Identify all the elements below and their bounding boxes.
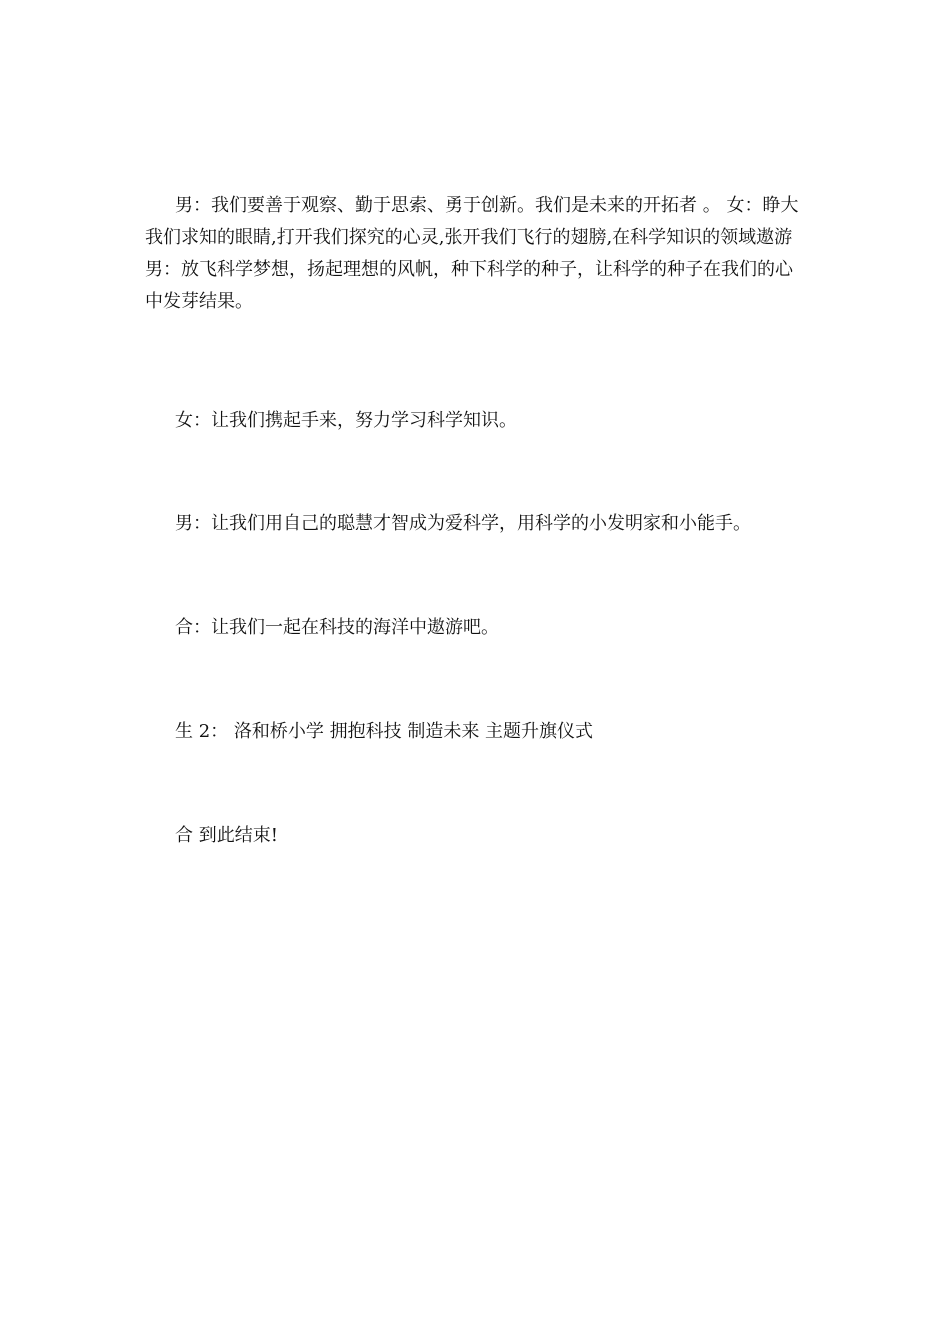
paragraph-together-line: 合：让我们一起在科技的海洋中遨游吧。 bbox=[175, 617, 499, 638]
paragraph-ceremony-title: 生 2： 洛和桥小学 拥抱科技 制造未来 主题升旗仪式 bbox=[175, 721, 594, 742]
paragraph-ending: 合 到此结束! bbox=[175, 825, 278, 846]
paragraph-closing-dialogue: 男：我们要善于观察、勤于思索、勇于创新。我们是未来的开拓者 。 女：睁大我们求知的眼睛,打开我们探究的心灵,张开我们飞行的翅膀,在科学知识的领域遨游 男：放飞科学梦想，扬起理想的风帆，种下科学的种子，让科学的种子在我们的心中发芽结果。 bbox=[145, 195, 799, 312]
paragraph-female-line: 女：让我们携起手来，努力学习科学知识。 bbox=[175, 410, 517, 431]
paragraph-male-line: 男：让我们用自己的聪慧才智成为爱科学，用科学的小发明家和小能手。 bbox=[175, 513, 751, 534]
